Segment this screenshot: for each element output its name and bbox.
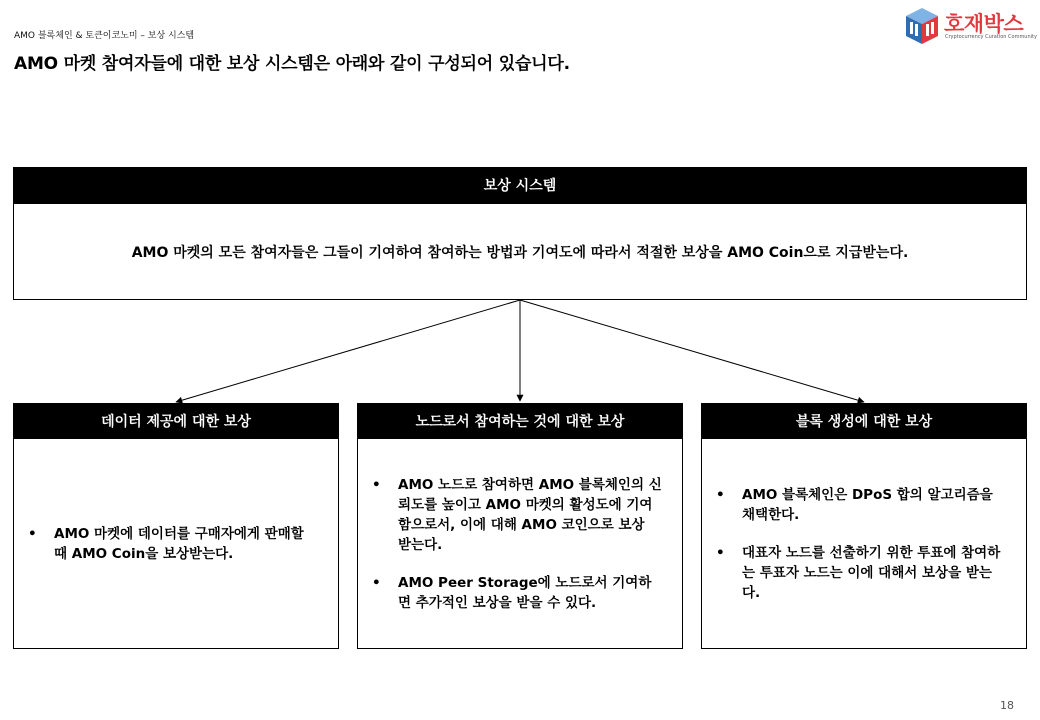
arrow-to-data-reward	[176, 300, 520, 402]
reward-system-description-text: AMO 마켓의 모든 참여자들은 그들이 기여하여 참여하는 방법과 기여도에 따라서 적절한 보상을 AMO Coin으로 지급받는다.	[131, 244, 909, 261]
bullet-icon: •	[372, 574, 381, 591]
data-reward-header: 데이터 제공에 대한 보상	[13, 403, 339, 438]
brand-logo	[904, 6, 1037, 46]
bullet-text: AMO 블록체인은 DPoS 합의 알고리즘을 채택한다.	[742, 486, 993, 523]
bullet-text: AMO Peer Storage에 노드로서 기여하면 추가적인 보상을 받을 수 있다.	[398, 574, 652, 611]
reward-system-description	[13, 203, 1027, 300]
bullet-icon: •	[716, 486, 725, 503]
bullet-text: AMO 마켓에 데이터를 구매자에게 판매할 때 AMO Coin을 보상받는다.	[54, 525, 304, 562]
node-reward-header: 노드로서 참여하는 것에 대한 보상	[357, 403, 683, 438]
list-item	[714, 485, 1006, 525]
brand-name: 호재박스	[944, 12, 1024, 36]
breadcrumb: AMO 블록체인 & 토큰이코노미 – 보상 시스템	[14, 31, 195, 41]
list-item	[26, 524, 318, 564]
bullet-text: 대표자 노드를 선출하기 위한 투표에 참여하는 투표자 노드는 이에 대해서 보상을 받는다.	[742, 544, 1001, 601]
list-item	[714, 543, 1006, 603]
node-reward-body	[357, 438, 683, 649]
list-item	[370, 573, 662, 613]
bullet-icon: •	[28, 525, 37, 542]
cube-logo-icon	[904, 6, 940, 46]
block-reward-body	[701, 438, 1027, 649]
bullet-icon: •	[716, 544, 725, 561]
brand-tagline: Cryptocurrency Curation Community	[945, 34, 1037, 40]
block-reward-header: 블록 생성에 대한 보상	[701, 403, 1027, 438]
bullet-text: AMO 노드로 참여하면 AMO 블록체인의 신뢰도를 높이고 AMO 마켓의 활성도에 기여함으로서, 이에 대해 AMO 코인으로 보상 받는다.	[398, 476, 662, 553]
list-item	[370, 475, 662, 555]
bullet-icon: •	[372, 476, 381, 493]
reward-system-header: 보상 시스템	[13, 167, 1027, 203]
page-number: 18	[1000, 699, 1014, 712]
page-title: AMO 마켓 참여자들에 대한 보상 시스템은 아래와 같이 구성되어 있습니다.	[14, 54, 570, 74]
data-reward-body	[13, 438, 339, 649]
arrow-to-block-reward	[520, 300, 864, 402]
